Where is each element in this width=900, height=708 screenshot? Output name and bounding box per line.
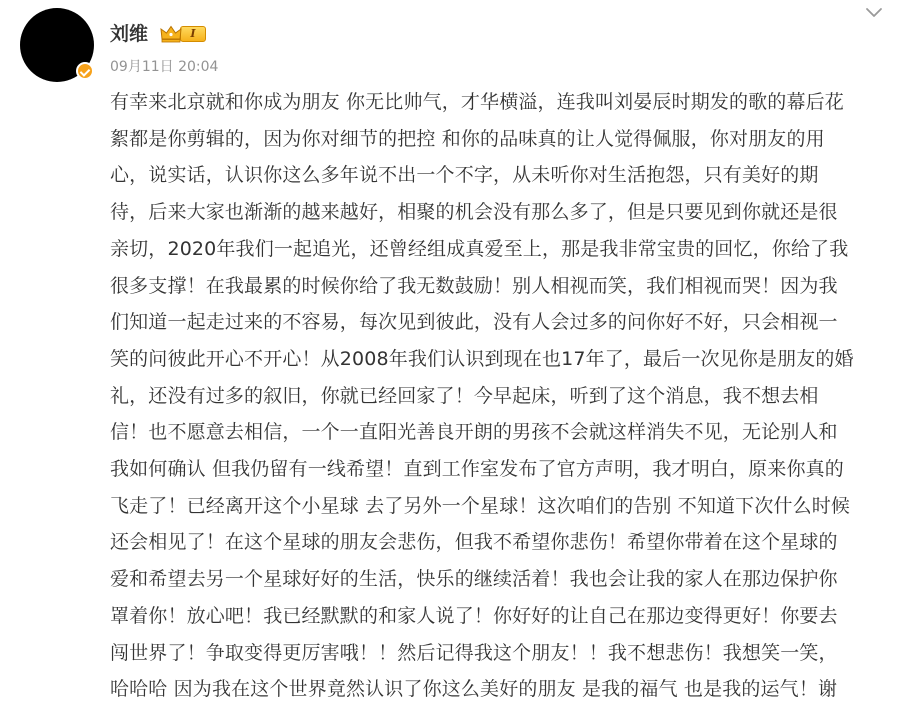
post-text-line: 爱和希望去另一个星球好好的生活，快乐的继续活着！我也会让我的家人在那边保护你 [110, 568, 838, 591]
post-text-line: 待，后来大家也渐渐的越来越好，相聚的机会没有那么多了，但是只要见到你就还是很 [110, 201, 838, 224]
post-text-line: 笑的问彼此开心不开心！从2008年我们认识到现在也17年了，最后一次见你是朋友的婚 [110, 347, 854, 370]
post-text-line: 很多支撑！在我最累的时候你给了我无数鼓励！别人相视而笑，我们相视而哭！因为我 [110, 274, 838, 297]
post-text-line: 心，说实话，认识你这么多年说不出一个不字，从未听你对生活抱怨，只有美好的期 [110, 164, 819, 187]
post-text-line: 飞走了！已经离开这个小星球 去了另外一个星球！这次咱们的告别 不知道下次什么时候 [110, 494, 851, 517]
post-text-line: 我如何确认 但我仍留有一线希望！直到工作室发布了官方声明，我才明白，原来你真的 [110, 458, 844, 481]
post-text-line: 们知道一起走过来的不容易，每次见到彼此，没有人会过多的问你好不好，只会相视一 [110, 311, 838, 334]
chevron-down-icon[interactable] [862, 4, 886, 22]
post-text-line: 还会相见了！在这个星球的朋友会悲伤，但我不希望你悲伤！希望你带着在这个星球的 [110, 531, 838, 554]
post-text-line: 罩着你！放心吧！我已经默默的和家人说了！你好好的让自己在那边变得更好！你要去 [110, 604, 838, 627]
verified-badge-icon [76, 62, 94, 80]
post-text-line: 闯世界了！争取变得更厉害哦！！然后记得我这个朋友！！我不想悲伤！我想笑一笑， [110, 641, 838, 664]
post-text [110, 84, 896, 708]
author-name[interactable]: 刘维 [110, 23, 149, 45]
post-text-line: 亲切，2020年我们一起追光，还曾经组成真爱至上，那是我非常宝贵的回忆，你给了我 [110, 237, 849, 260]
post-text-line: 信！也不愿意去相信，一个一直阳光善良开朗的男孩不会就这样消失不见，无论别人和 [110, 421, 838, 444]
post-text-line: 礼，还没有过多的叙旧，你就已经回家了！今早起床，听到了这个消息，我不想去相 [110, 384, 819, 407]
post-text-line: 絮都是你剪辑的，因为你对细节的把控 和你的品味真的让人觉得佩服，你对朋友的用 [110, 127, 825, 150]
post-text-line: 哈哈哈 因为我在这个世界竟然认识了你这么美好的朋友 是我的福气 也是我的运气！谢 [110, 678, 838, 701]
post-timestamp[interactable]: 09月11日 20:04 [110, 59, 219, 75]
vip-badge[interactable] [160, 24, 206, 44]
crown-icon [160, 25, 182, 43]
post-text-line: 有幸来北京就和你成为朋友 你无比帅气，才华横溢，连我叫刘晏辰时期发的歌的幕后花 [110, 91, 844, 113]
vip-level-label: I [180, 26, 206, 42]
